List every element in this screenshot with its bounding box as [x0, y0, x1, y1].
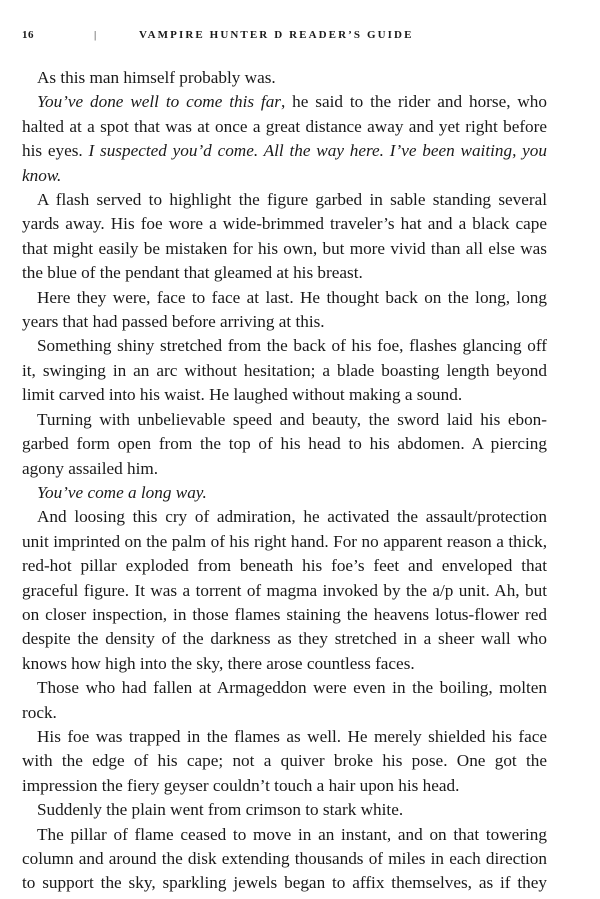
text-run: A flash served to highlight the figure garbed in sable standing several yards away. His foe wore a wide-brimmed traveler’s hat and a black cape that might easily be mistaken for his own, but more vivid than all else was the blue of the pendant that gleamed at his breast. — [22, 190, 547, 283]
text-run: Something shiny stretched from the back of his foe, flashes glancing off it, swinging in an arc without hesitation; a blade boasting length beyond limit carved into his waist. He laughed without making a sound. — [22, 336, 547, 405]
running-title: VAMPIRE HUNTER D READER’S GUIDE — [139, 29, 414, 41]
text-run: And loosing this cry of admiration, he activated the assault/protection unit imprinted on the palm of his right hand. For no apparent reason a thick, red-hot pillar exploded from beneath his foe’s feet and enveloped that graceful figure. It was a torrent of magma invoked by the a/p unit. Ah, but on closer inspection, in those flames staining the heavens lotus-flower red despite the density of the darkness as they stretched in a sheer wall who knows how high into the sky, there arose countless faces. — [22, 507, 547, 673]
text-run: Here they were, face to face at last. He thought back on the long, long years that had passed before arriving at this. — [22, 287, 547, 332]
text-run: Those who had fallen at Armageddon were even in the boiling, molten rock. — [22, 678, 547, 722]
running-head — [22, 29, 582, 45]
paragraph — [22, 725, 547, 798]
paragraph — [22, 66, 547, 90]
paragraph — [22, 286, 547, 335]
header-separator: | — [94, 29, 99, 41]
paragraph — [22, 188, 547, 286]
text-run: Turning with unbelievable speed and beauty, the sword laid his ebon-garbed form open from the top of his head to his abdomen. A piercing agony assailed him. — [22, 409, 547, 478]
paragraph — [22, 481, 547, 505]
italic-text-run: I suspected you’d come. All the way here. I’ve been waiting, you know. — [22, 141, 547, 185]
text-run: As this man himself probably was. — [37, 68, 276, 87]
text-run: , he said to the rider and horse, who halted at a spot that was at once a great distance away and yet right before his eyes. — [22, 92, 547, 161]
paragraph — [22, 823, 547, 896]
italic-text-run: You’ve done well to come this far — [37, 92, 281, 112]
text-run: Suddenly the plain went from crimson to stark white. — [37, 800, 404, 820]
paragraph — [22, 408, 547, 481]
page-number: 16 — [22, 29, 34, 41]
paragraph — [22, 334, 547, 407]
paragraph — [22, 505, 547, 676]
body-text — [22, 66, 547, 896]
paragraph — [22, 798, 547, 822]
paragraph — [22, 90, 547, 188]
paragraph — [22, 676, 547, 725]
text-run: His foe was trapped in the flames as well. He merely shielded his face with the edge of his cape; not a quiver broke his pose. One got the impression the fiery geyser couldn’t touch a hair upon his head. — [22, 726, 547, 795]
italic-text-run: You’ve come a long way. — [37, 482, 207, 502]
text-run: The pillar of flame ceased to move in an instant, and on that towering column and around the disk extending thousands of miles in each direction to support the sky, sparkling jewels began to affix themselves, as if they — [22, 824, 547, 893]
